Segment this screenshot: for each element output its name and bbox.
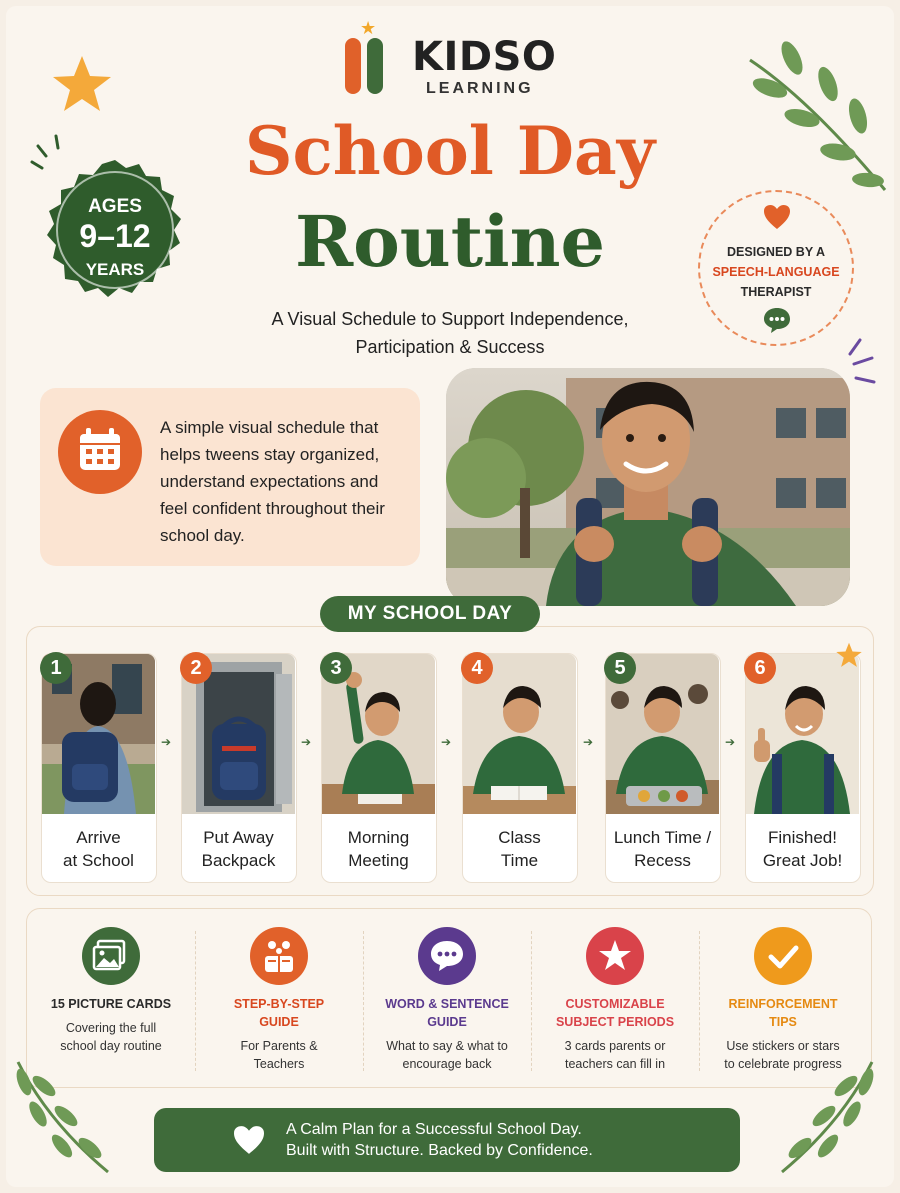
arrow-right-icon: ➔	[583, 735, 594, 749]
step-number-badge: 4	[461, 652, 493, 684]
step-label-line1: Put Away	[203, 828, 274, 847]
feature-desc-line1: What to say & what to	[386, 1039, 508, 1053]
logo-bar-green	[367, 38, 383, 94]
feature-desc-line1: For Parents &	[240, 1039, 318, 1053]
logo-star-icon: ★	[360, 18, 377, 38]
brand-name: KIDSO	[412, 34, 557, 80]
feature-desc-line1: Use stickers or stars	[726, 1039, 840, 1053]
therapist-line2: SPEECH-LANGUAGE	[712, 265, 840, 279]
feature-step-guide	[195, 927, 363, 1073]
feature-description	[531, 1037, 699, 1073]
hero-photo-student	[446, 368, 850, 606]
step-label-line1: Class	[498, 828, 541, 847]
schedule-card-meeting	[321, 653, 437, 883]
feature-title-line1: WORD & SENTENCE	[385, 997, 509, 1011]
step-label-line2: Recess	[634, 851, 691, 870]
feature-desc-line2: to celebrate progress	[724, 1057, 842, 1071]
ages-range: 9–12	[79, 218, 151, 254]
ages-unit: YEARS	[85, 260, 145, 279]
feature-title-line1: REINFORCEMENT	[728, 997, 838, 1011]
page-subtitle	[200, 305, 700, 361]
schedule-card-lunch	[605, 653, 721, 883]
brand-tagline: LEARNING	[426, 80, 534, 97]
step-number-badge: 3	[320, 652, 352, 684]
feature-title	[195, 995, 363, 1031]
feature-word-guide	[363, 927, 531, 1073]
feature-title-line2: SUBJECT PERIODS	[555, 1015, 675, 1029]
feature-description	[363, 1037, 531, 1073]
subtitle-line2: Participation & Success	[355, 337, 545, 357]
feature-description	[195, 1037, 363, 1073]
schedule-header: MY SCHOOL DAY	[320, 596, 540, 632]
footer-line2: Built with Structure. Backed by Confidence.	[286, 1142, 593, 1159]
step-number-badge: 2	[180, 652, 212, 684]
step-label-line2: Backpack	[201, 851, 276, 870]
page-title-line1: School Day	[244, 112, 656, 190]
logo-bar-orange	[345, 38, 361, 94]
step-number-badge: 1	[40, 652, 72, 684]
subtitle-line1: A Visual Schedule to Support Independence,	[271, 309, 629, 329]
chat-bubble-icon	[762, 306, 792, 334]
feature-title-line1: STEP-BY-STEP	[233, 997, 325, 1011]
step-label	[322, 826, 435, 872]
arrow-right-icon: ➔	[725, 735, 736, 749]
speech-bubble-icon	[418, 927, 476, 985]
feature-desc-line2: school day routine	[60, 1039, 162, 1053]
feature-description	[27, 1019, 195, 1055]
features-panel	[26, 908, 872, 1088]
schedule-panel	[26, 626, 874, 896]
schedule-card-arrive	[41, 653, 157, 883]
arrow-right-icon: ➔	[161, 735, 172, 749]
family-guide-icon	[250, 927, 308, 985]
picture-cards-icon	[82, 927, 140, 985]
step-label-line2: Time	[500, 851, 539, 870]
feature-title-line2: TIPS	[769, 1015, 797, 1029]
feature-title	[531, 995, 699, 1031]
feature-customizable	[531, 927, 699, 1073]
schedule-card-backpack	[181, 653, 297, 883]
feature-desc-line2: Teachers	[253, 1057, 305, 1071]
intro-text: A simple visual schedule that helps tweens stay organized, understand expectations and feel confident throughout their school day.	[160, 418, 385, 545]
step-label-line1: Finished!	[768, 828, 837, 847]
step-label	[42, 826, 155, 872]
step-label	[746, 826, 859, 872]
step-label-line1: Lunch Time /	[613, 828, 712, 847]
step-number-badge: 6	[744, 652, 776, 684]
feature-desc-line1: Covering the full	[65, 1021, 157, 1035]
page-title-line2: Routine	[294, 200, 606, 283]
feature-title	[699, 995, 867, 1031]
leaf-branch-icon	[772, 1052, 882, 1182]
step-label-line2: Meeting	[348, 851, 409, 870]
star-icon	[50, 52, 114, 116]
feature-picture-cards	[27, 927, 195, 1055]
heart-icon	[232, 1125, 266, 1155]
arrow-right-icon: ➔	[441, 735, 452, 749]
feature-title-line2: GUIDE	[427, 1015, 467, 1029]
ages-badge	[40, 158, 190, 308]
footer-banner	[154, 1108, 740, 1172]
feature-title	[27, 995, 195, 1013]
intro-box	[40, 388, 420, 566]
calendar-icon	[58, 410, 142, 494]
heart-icon	[763, 204, 791, 230]
step-label-line2: Great Job!	[762, 851, 843, 870]
ages-label: AGES	[88, 196, 142, 217]
feature-desc-line2: teachers can fill in	[564, 1057, 666, 1071]
step-label-line2: at School	[63, 851, 134, 870]
step-number-badge: 5	[604, 652, 636, 684]
feature-desc-line1: 3 cards parents or	[564, 1039, 666, 1053]
therapist-line3: THERAPIST	[740, 285, 812, 299]
step-label	[463, 826, 576, 872]
feature-title	[363, 995, 531, 1031]
step-label-line1: Arrive	[76, 828, 121, 847]
therapist-line1: DESIGNED BY A	[727, 245, 825, 259]
feature-title-line1: 15 PICTURE CARDS	[50, 997, 172, 1011]
therapist-badge	[698, 190, 854, 346]
step-label	[606, 826, 719, 872]
feature-title-line2: GUIDE	[259, 1015, 299, 1029]
brand-logo	[340, 20, 580, 102]
footer-line1: A Calm Plan for a Successful School Day.	[286, 1121, 582, 1138]
schedule-card-finished	[745, 653, 861, 883]
leaf-branch-icon	[8, 1052, 118, 1182]
step-label-line1: Morning	[347, 828, 410, 847]
schedule-card-class	[462, 653, 578, 883]
step-label	[182, 826, 295, 872]
feature-title-line1: CUSTOMIZABLE	[565, 997, 665, 1011]
feature-desc-line2: encourage back	[402, 1057, 492, 1071]
arrow-right-icon: ➔	[301, 735, 312, 749]
star-icon	[835, 641, 863, 669]
checkmark-icon	[754, 927, 812, 985]
star-badge-icon	[586, 927, 644, 985]
